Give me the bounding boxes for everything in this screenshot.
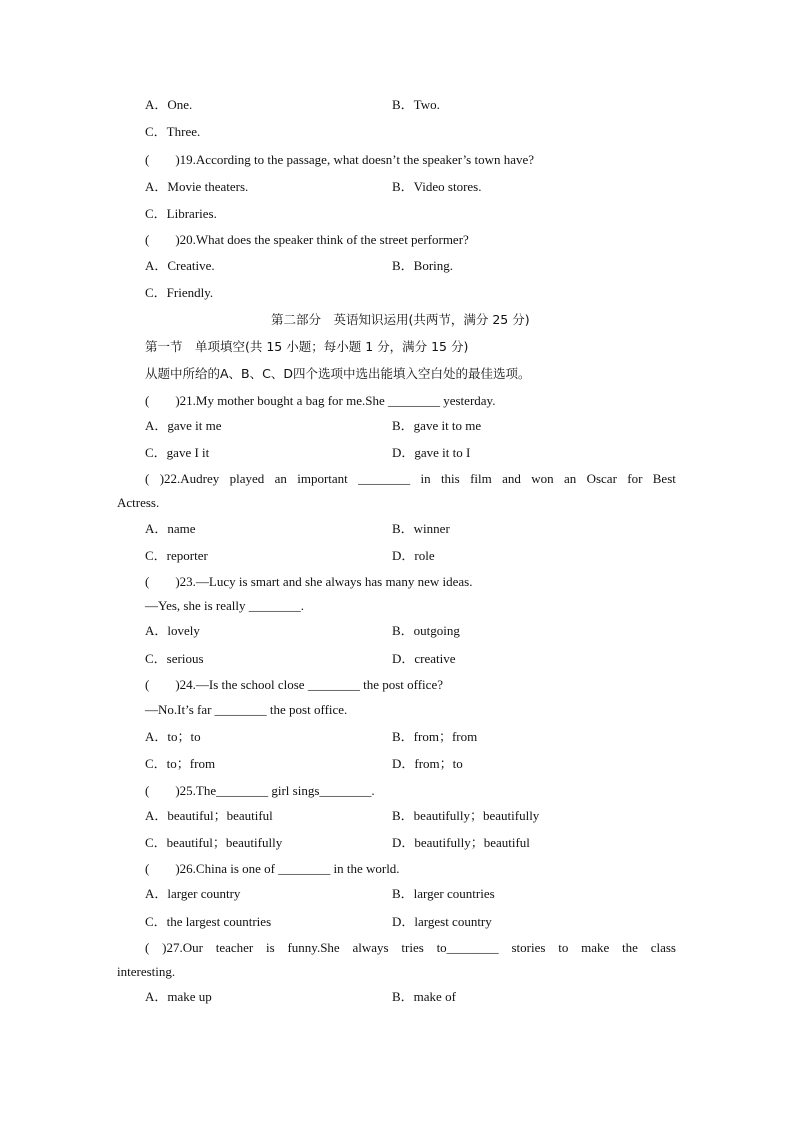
q27-word: to________ [436, 940, 499, 955]
q19-option-a: A．Movie theaters. [145, 179, 249, 194]
q18-option-c: C．Three. [145, 124, 201, 139]
q25-option-a: A．beautiful；beautiful [145, 808, 273, 823]
q22-word: played [229, 471, 265, 486]
q22-word: this [440, 471, 460, 486]
q22-word: an [274, 471, 287, 486]
section1-instruction: 从题中所给的A、B、C、D四个选项中选出能填入空白处的最佳选项。 [145, 366, 531, 381]
q20-stem: ( )20.What does the speaker think of the street performer? [145, 232, 469, 247]
q27-word: )27.Our [162, 940, 203, 955]
q25-option-c: C．beautiful；beautifully [145, 835, 283, 850]
q26-option-b: B．larger countries [392, 886, 495, 901]
q22-option-b: B．winner [392, 521, 450, 536]
q27-word: teacher [215, 940, 254, 955]
q25-option-b: B．beautifully；beautifully [392, 808, 540, 823]
q22-word: Oscar [586, 471, 617, 486]
q22-word: ________ [358, 471, 411, 486]
q22-option-c: C．reporter [145, 548, 208, 563]
q27-word: to [558, 940, 569, 955]
q24-reply: —No.It’s far ________ the post office. [145, 702, 348, 717]
q21-stem: ( )21.My mother bought a bag for me.She ________ yesterday. [145, 393, 496, 408]
q26-stem: ( )26.China is one of ________ in the world. [145, 861, 400, 876]
q22-word: )22.Audrey [159, 471, 220, 486]
q27-word: class [650, 940, 676, 955]
q24-option-d: D．from；to [392, 756, 463, 771]
q22-word: film [470, 471, 492, 486]
q23-reply: —Yes, she is really ________. [145, 598, 305, 613]
q22-word: important [297, 471, 348, 486]
q25-option-d: D．beautifully；beautiful [392, 835, 530, 850]
q27-word: is [266, 940, 275, 955]
q21-option-d: D．gave it to I [392, 445, 471, 460]
section1-title: 第一节 单项填空(共 15 小题；每小题 1 分，满分 15 分) [145, 339, 469, 354]
q19-option-c: C．Libraries. [145, 206, 217, 221]
q22-option-d: D．role [392, 548, 435, 563]
q27-stem-continuation: interesting. [117, 964, 176, 979]
q22-word: ( [145, 471, 150, 486]
q21-option-a: A．gave it me [145, 418, 222, 433]
q19-option-b: B．Video stores. [392, 179, 482, 194]
q24-option-a: A．to；to [145, 729, 201, 744]
q27-word: stories [511, 940, 546, 955]
q26-option-a: A．larger country [145, 886, 241, 901]
q22-stem [145, 471, 676, 487]
q22-option-a: A．name [145, 521, 196, 536]
q22-word: Best [652, 471, 676, 486]
q23-stem: ( )23.—Lucy is smart and she always has many new ideas. [145, 574, 473, 589]
q25-stem: ( )25.The________ girl sings________. [145, 783, 375, 798]
q27-word: tries [401, 940, 424, 955]
q21-option-b: B．gave it to me [392, 418, 482, 433]
q18-option-b: B．Two. [392, 97, 440, 112]
part2-title: 第二部分 英语知识运用(共两节，满分 25 分) [271, 312, 530, 327]
q23-option-a: A．lovely [145, 623, 200, 638]
q27-word: the [622, 940, 638, 955]
q26-option-c: C．the largest countries [145, 914, 272, 929]
q23-option-c: C．serious [145, 651, 204, 666]
q27-word: make [581, 940, 610, 955]
q27-stem [145, 940, 676, 956]
q21-option-c: C．gave I it [145, 445, 210, 460]
q26-option-d: D．largest country [392, 914, 492, 929]
q20-option-b: B．Boring. [392, 258, 454, 273]
q22-word: in [420, 471, 431, 486]
q20-option-a: A．Creative. [145, 258, 215, 273]
q20-option-c: C．Friendly. [145, 285, 214, 300]
q22-word: an [563, 471, 577, 486]
q22-word: for [627, 471, 643, 486]
q19-stem: ( )19.According to the passage, what doesn’t the speaker’s town have? [145, 152, 535, 167]
q23-option-d: D．creative [392, 651, 456, 666]
q27-word: always [352, 940, 389, 955]
q18-option-a: A．One. [145, 97, 193, 112]
q27-word: ( [145, 940, 150, 955]
q27-word: funny.She [287, 940, 340, 955]
q22-word: won [531, 471, 554, 486]
q27-option-a: A．make up [145, 989, 212, 1004]
q24-option-b: B．from；from [392, 729, 478, 744]
q27-option-b: B．make of [392, 989, 456, 1004]
q22-word: and [502, 471, 521, 486]
q24-option-c: C．to；from [145, 756, 216, 771]
q24-stem: ( )24.—Is the school close ________ the post office? [145, 677, 443, 692]
q23-option-b: B．outgoing [392, 623, 460, 638]
q22-stem-continuation: Actress. [117, 495, 160, 510]
